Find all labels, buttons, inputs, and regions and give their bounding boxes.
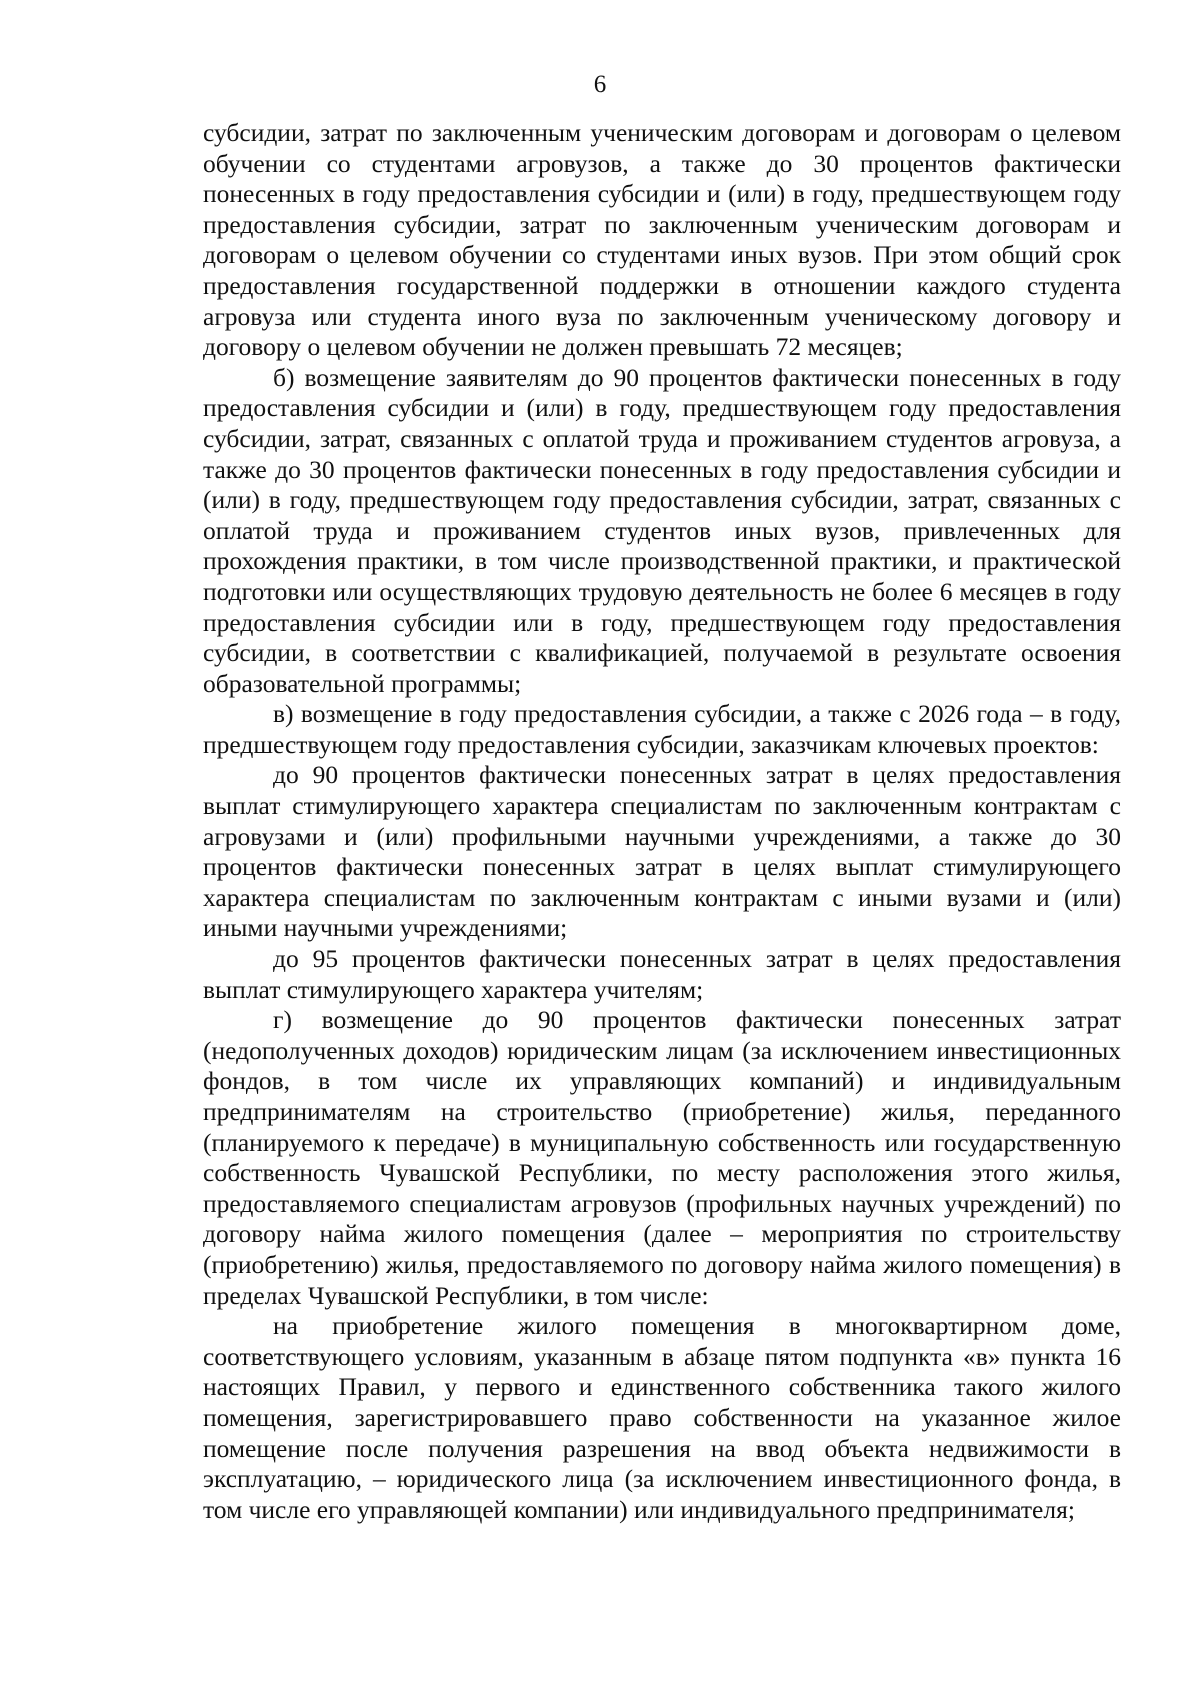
page-number: 6 <box>593 71 607 98</box>
paragraph-item-v: в) возмещение в году предоставления субсидии, а также с 2026 года – в году, предшествующем году предоставления субсидии, заказчикам ключевых проектов: <box>203 699 1121 759</box>
paragraph-item-g-housing: на приобретение жилого помещения в многоквартирном доме, соответствующего условиям, указанным в абзаце пятом подпункта «в» пункта 16 настоящих Правил, у первого и единственного собственника такого жилого помещения, зарегистрировавшего право собственности на указанное жилое помещение после получения разрешения на ввод объекта недвижимости в эксплуатацию, – юридического лица (за исключением инвестиционного фонда, в том числе его управляющей компании) или индивидуального предпринимателя; <box>203 1311 1121 1524</box>
paragraph-continuation: субсидии, затрат по заключенным ученическим договорам и договорам о целевом обучении со студентами агровузов, а также до 30 процентов фактически понесенных в году предоставления субсидии и (или) в году, предшествующем году предоставления субсидии, затрат по заключенным ученическим договорам и договорам о целевом обучении со студентами иных вузов. При этом общий срок предоставления государственной поддержки в отношении каждого студента агровуза или студента иного вуза по заключенным ученическому договору и договору о целевом обучении не должен превышать 72 месяцев; <box>203 118 1121 362</box>
paragraph-item-b: б) возмещение заявителям до 90 процентов фактически понесенных в году предоставления субсидии и (или) в году, предшествующем году предоставления субсидии, затрат, связанных с оплатой труда и проживанием студентов агровуза, а также до 30 процентов фактически понесенных в году предоставления субсидии и (или) в году, предшествующем году предоставления субсидии, затрат, связанных с оплатой труда и проживанием студентов иных вузов, привлеченных для прохождения практики, в том числе производственной практики, и практической подготовки или осуществляющих трудовую деятельность не более 6 месяцев в году предоставления субсидии или в году, предшествующем году предоставления субсидии, в соответствии с квалификацией, получаемой в результате освоения образовательной программы; <box>203 362 1121 698</box>
paragraph-item-v-teachers: до 95 процентов фактически понесенных затрат в целях предоставления выплат стимулирующего характера учителям; <box>203 944 1121 1004</box>
paragraph-item-g: г) возмещение до 90 процентов фактически понесенных затрат (недополученных доходов) юридическим лицам (за исключением инвестиционных фондов, в том числе их управляющих компаний) и индивидуальным предпринимателям на строительство (приобретение) жилья, переданного (планируемого к передаче) в муниципальную собственность или государственную собственность Чувашской Республики, по месту расположения этого жилья, предоставляемого специалистам агровузов (профильных научных учреждений) по договору найма жилого помещения (далее – мероприятия по строительству (приобретению) жилья, предоставляемого по договору найма жилого помещения) в пределах Чувашской Республики, в том числе: <box>203 1005 1121 1310</box>
document-body <box>203 118 1121 1525</box>
paragraph-item-v-specialists: до 90 процентов фактически понесенных затрат в целях предоставления выплат стимулирующего характера специалистам по заключенным контрактам с агровузами и (или) профильными научными учреждениями, а также до 30 процентов фактически понесенных затрат в целях выплат стимулирующего характера специалистам по заключенным контрактам с иными вузами и (или) иными научными учреждениями; <box>203 760 1121 943</box>
